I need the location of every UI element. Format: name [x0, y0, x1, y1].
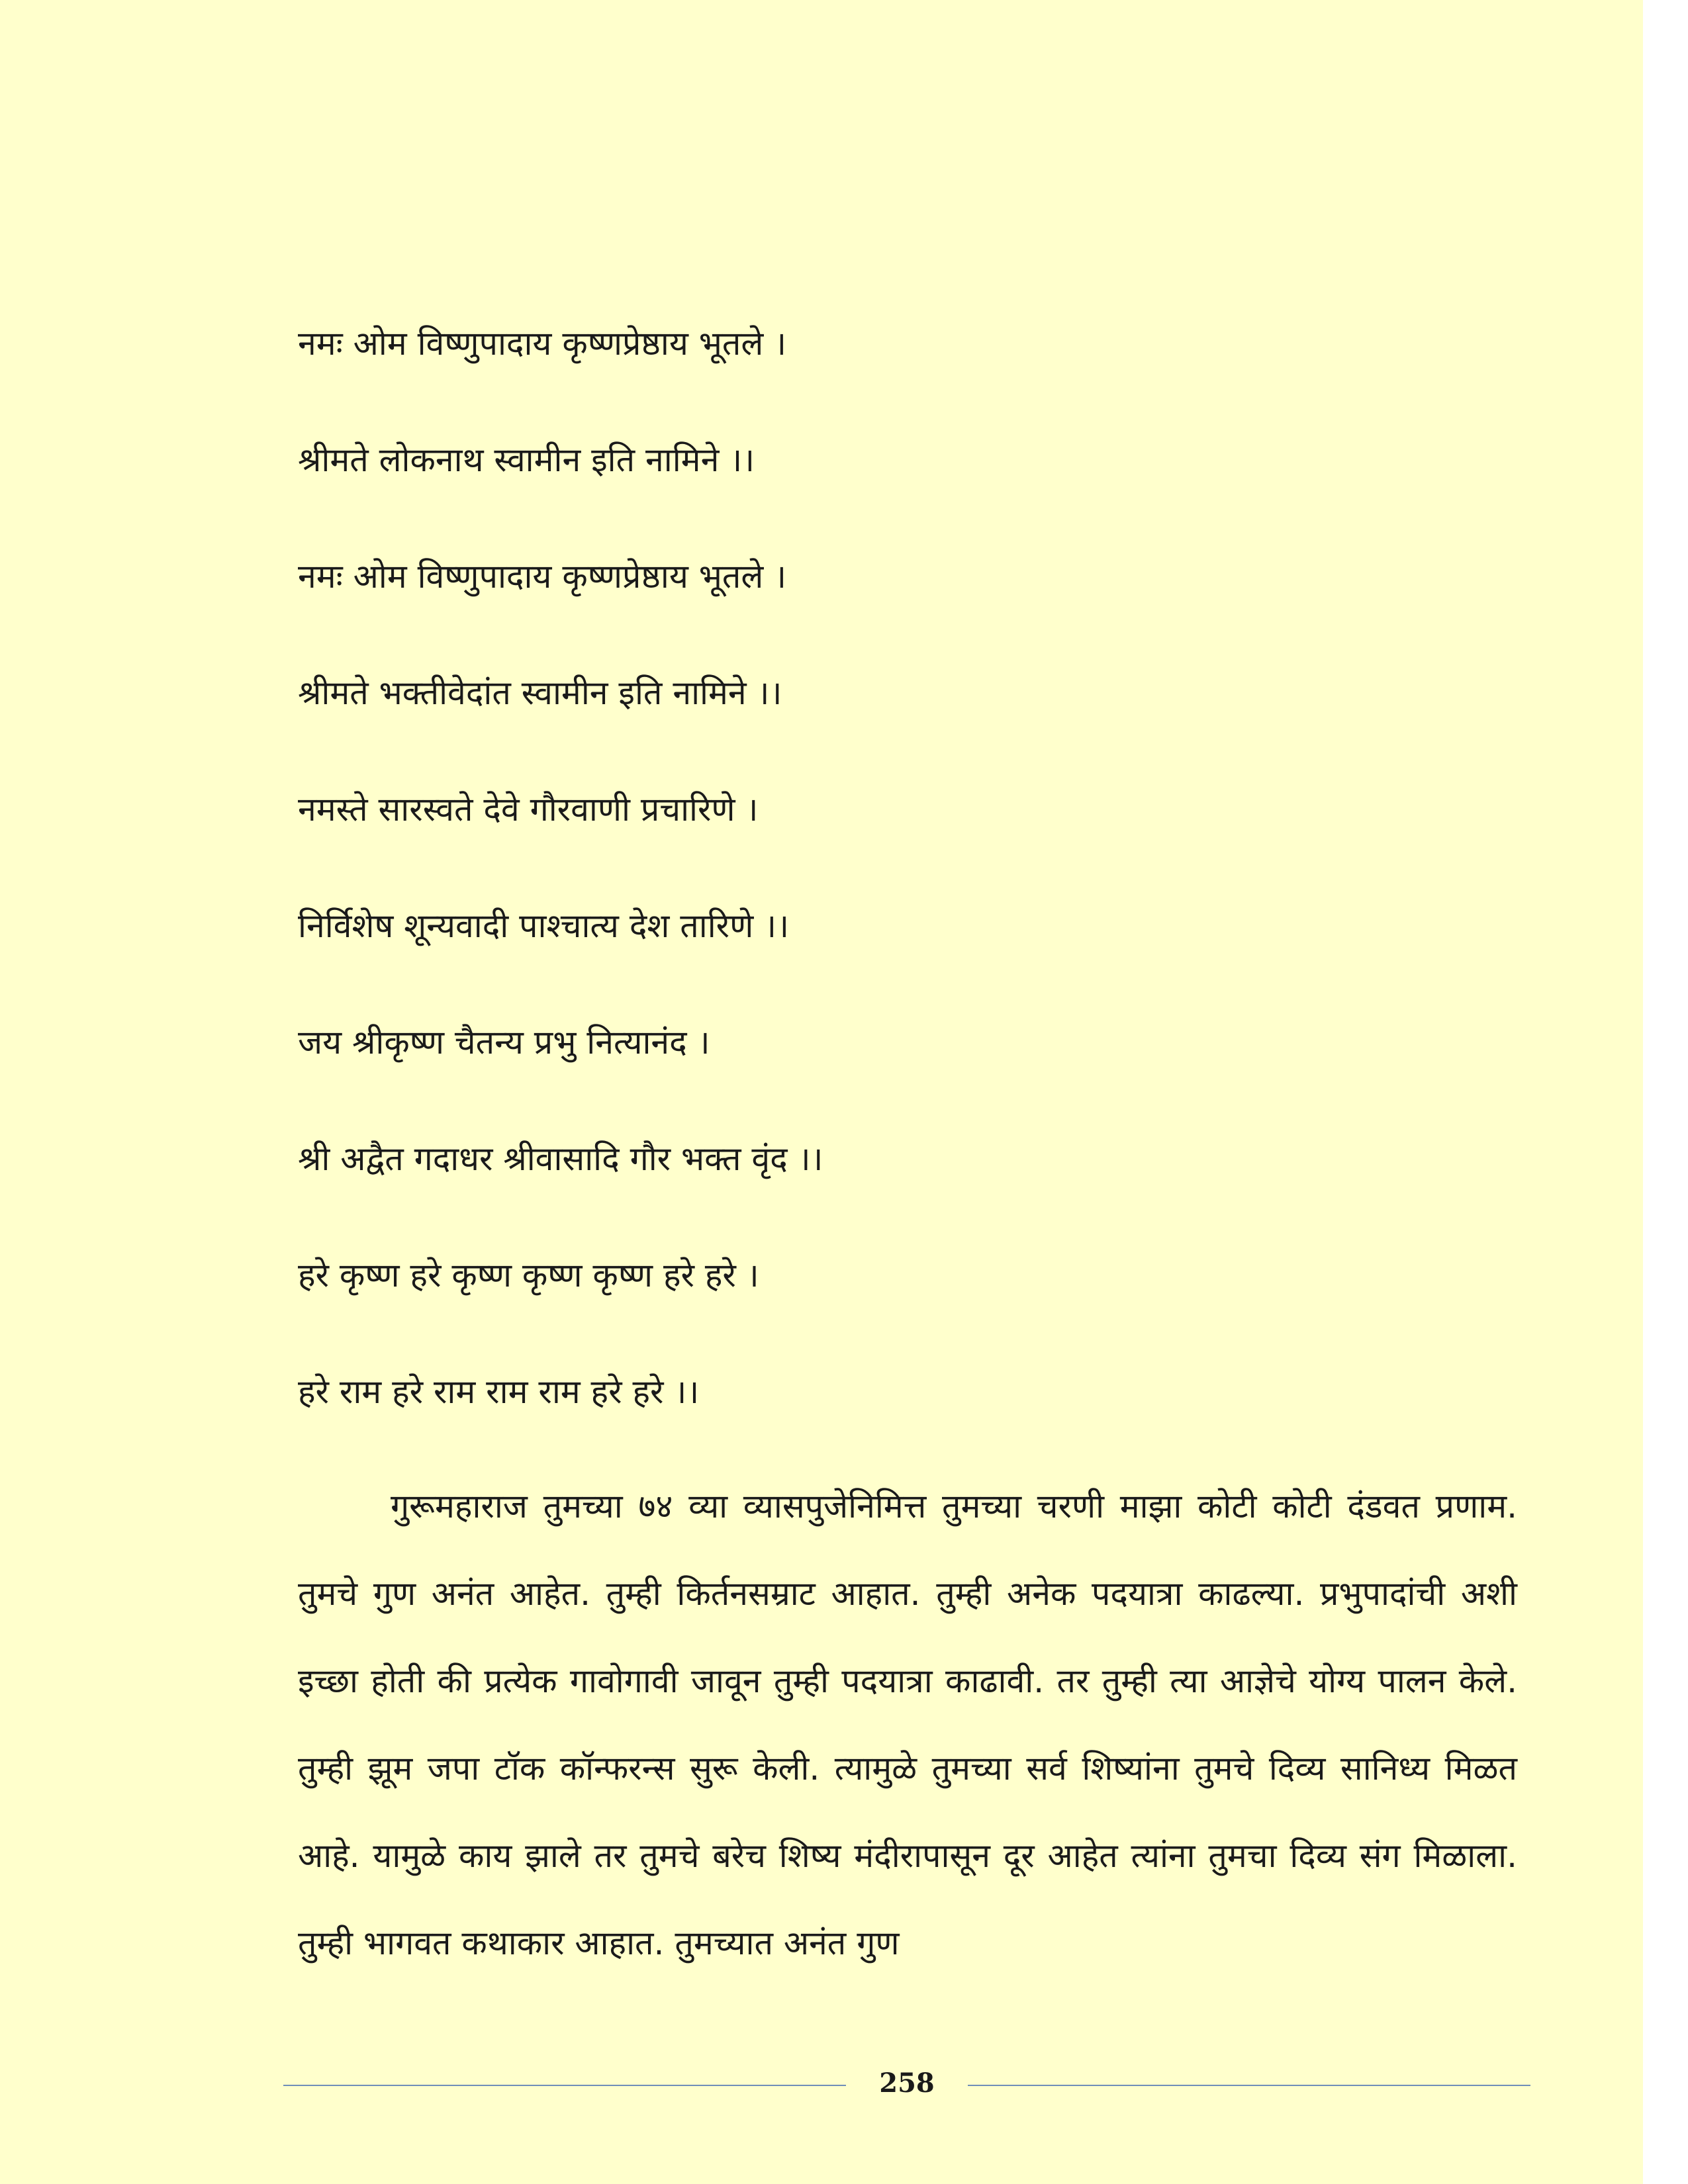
verse-line: नमः ओम विष्णुपादाय कृष्णप्रेष्ठाय भूतले ।: [298, 324, 787, 363]
verse-line: जय श्रीकृष्ण चैतन्य प्रभु नित्यानंद ।: [298, 1023, 710, 1062]
page-margin: [1643, 0, 1688, 2184]
footer-rule-left: [283, 2085, 846, 2086]
verse-line: हरे कृष्ण हरे कृष्ण कृष्ण कृष्ण हरे हरे ।: [298, 1256, 759, 1295]
body-paragraph: गुरूमहाराज तुमच्या ७४ व्या व्यासपुजेनिमित्त तुमच्या चरणी माझा कोटी कोटी दंडवत प्रणाम. तुमचे गुण अनंत आहेत. तुम्ही किर्तनसम्राट आहात. तुम्ही अनेक पदयात्रा काढल्या. प्रभुपादांची अशी इच्छा होती की प्रत्येक गावोगावी जावून तुम्ही पदयात्रा काढावी. तर तुम्ही त्या आज्ञेचे योग्य पालन केले. तुम्ही झूम जपा टॉक कॉन्फरन्स सुरू केली. त्यामुळे तुमच्या सर्व शिष्यांना तुमचे दिव्य सानिध्य मिळत आहे. यामुळे काय झाले तर तुमचे बरेच शिष्य मंदीरापासून दूर आहेत त्यांना तुमचा दिव्य संग मिळाला. तुम्ही भागवत कथाकार आहात. तुमच्यात अनंत गुण: [298, 1487, 1517, 1962]
verse-line: श्री अद्वैत गदाधर श्रीवासादि गौर भक्त वृंद ।।: [298, 1140, 823, 1178]
verse-block: [298, 304, 1556, 1469]
page-number: 258: [879, 2068, 935, 2099]
verse-line: हरे राम हरे राम राम राम हरे हरे ।।: [298, 1373, 700, 1411]
verse-line: नमस्ते सारस्वते देवे गौरवाणी प्रचारिणे ।: [298, 790, 759, 829]
verse-line: नमः ओम विष्णुपादाय कृष्णप्रेष्ठाय भूतले ।: [298, 557, 787, 596]
verse-line: निर्विशेष शून्यवादी पाश्चात्य देश तारिणे ।।: [298, 907, 790, 945]
verse-line: श्रीमते लोकनाथ स्वामीन इति नामिने ।।: [298, 441, 755, 479]
footer-rule-right: [968, 2085, 1530, 2086]
verse-line: श्रीमते भक्तीवेदांत स्वामीन इति नामिने ।।: [298, 674, 782, 712]
